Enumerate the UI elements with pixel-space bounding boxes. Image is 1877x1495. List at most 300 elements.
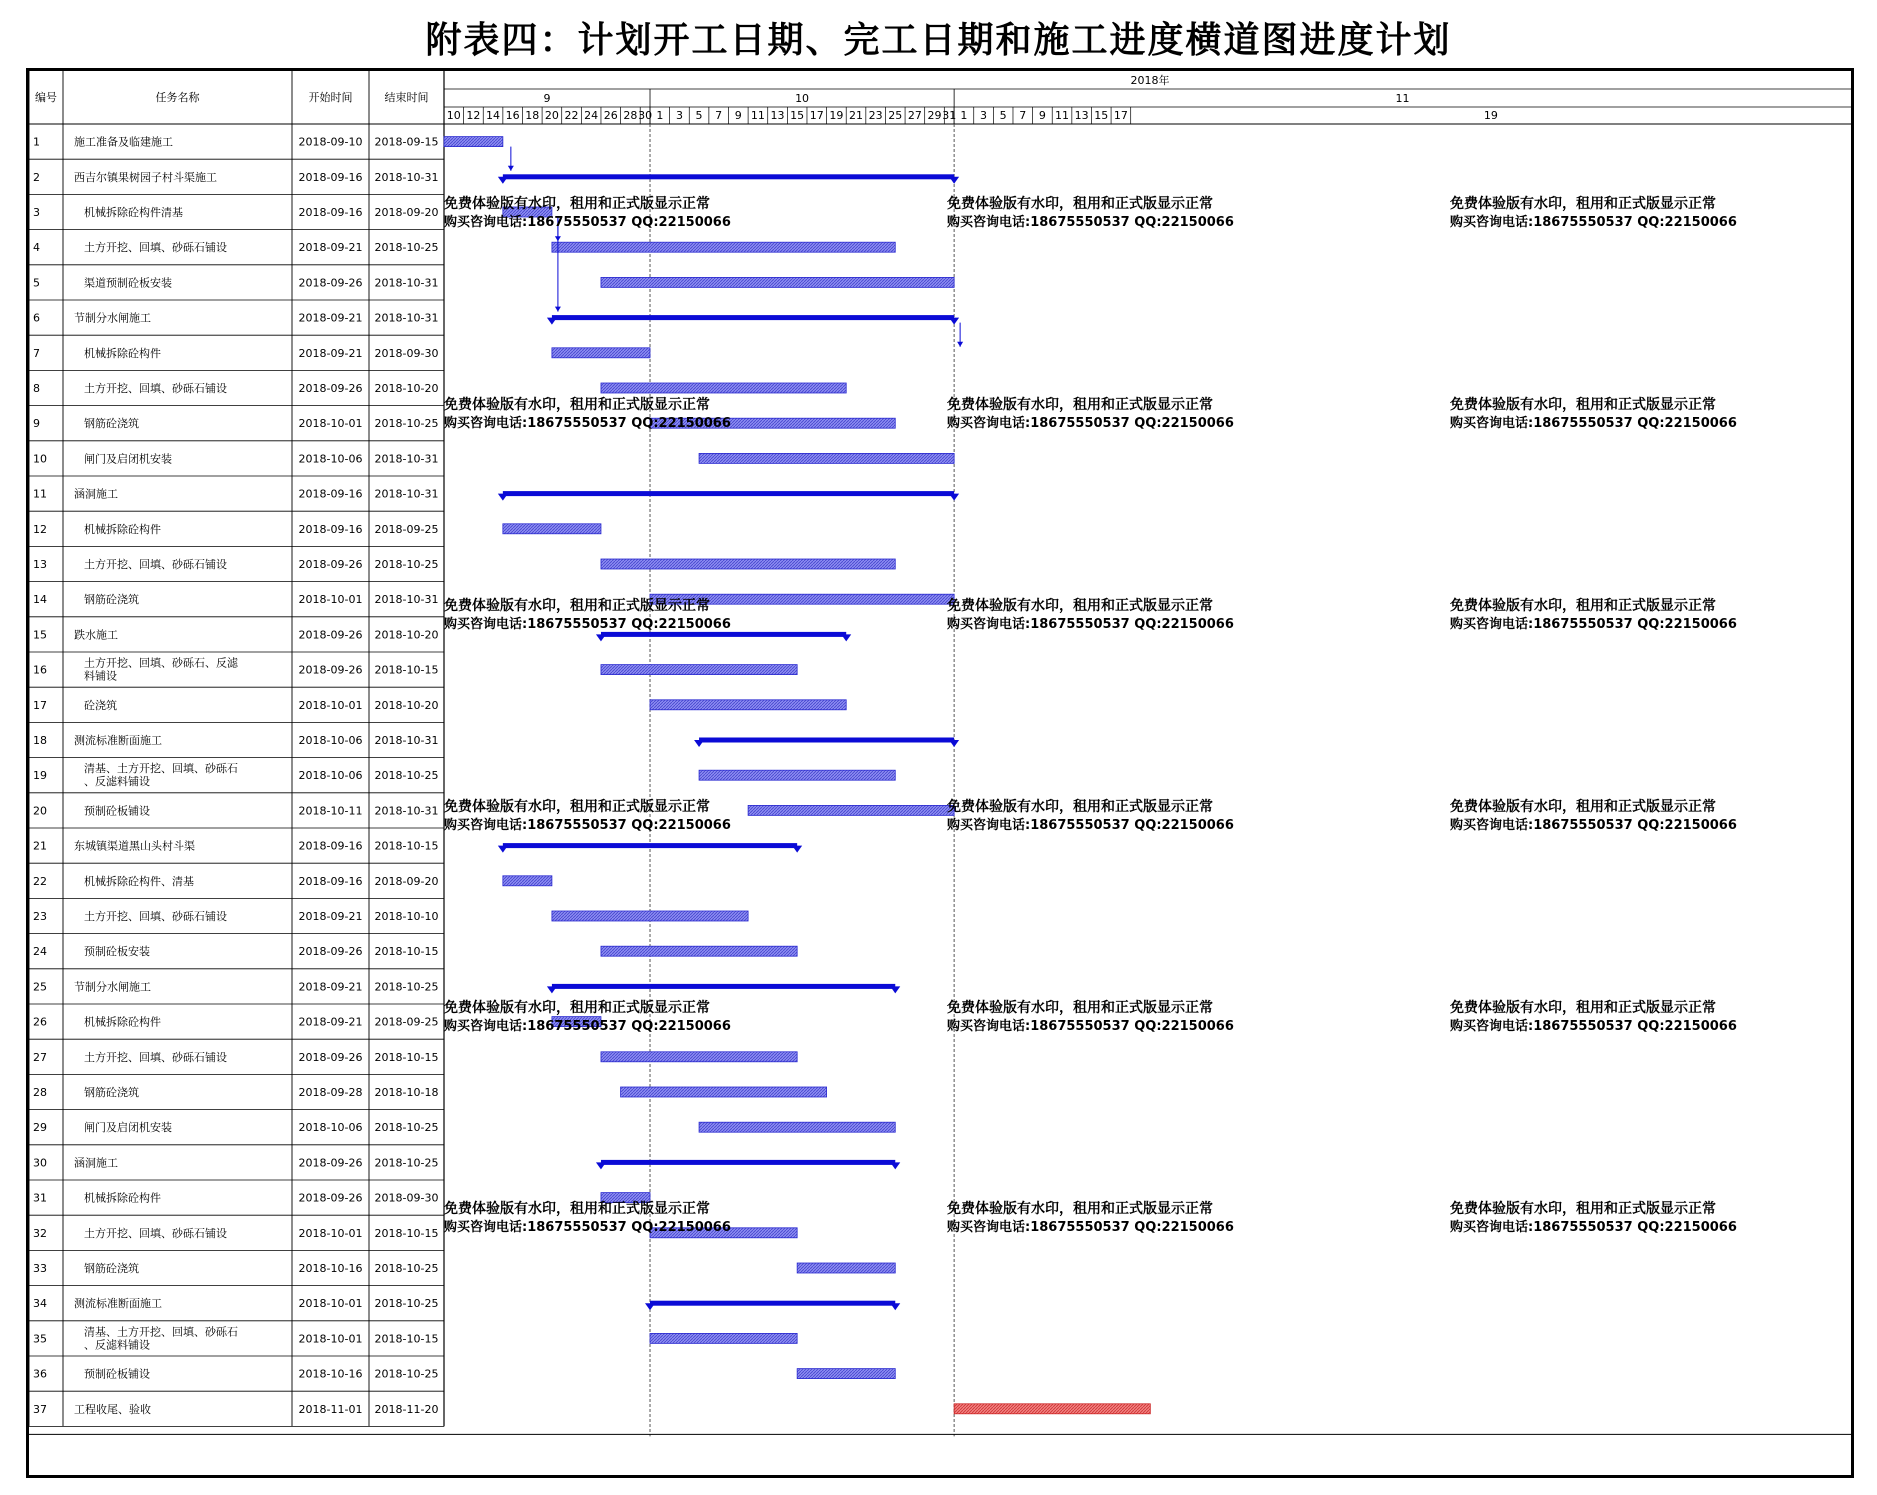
watermark-line1: 免费体验版有水印，租用和正式版显示正常 — [947, 598, 1213, 614]
watermark — [946, 1200, 1234, 1235]
table-row — [33, 311, 438, 325]
task-name: 钢筋砼浇筑 — [84, 593, 139, 607]
summary-bar-start-cap — [596, 634, 606, 641]
task-id: 28 — [33, 1086, 47, 1099]
table-row — [33, 451, 438, 465]
task-bar — [699, 770, 895, 780]
task-name: 土方开挖、回填、砂砾石铺设 — [84, 241, 227, 255]
watermark-line2: 购买咨询电话:18675550537 QQ:22150066 — [1450, 1019, 1737, 1034]
day-tick-label: 15 — [1094, 109, 1109, 122]
column-header-id: 编号 — [35, 91, 57, 104]
day-tick-label: 20 — [544, 109, 559, 122]
task-id: 5 — [33, 276, 40, 290]
task-start-date: 2018-09-10 — [298, 135, 363, 149]
task-start-date: 2018-10-01 — [298, 593, 363, 607]
watermark — [946, 597, 1234, 632]
watermark — [443, 1200, 731, 1235]
summary-bar-start-cap — [596, 1162, 606, 1169]
task-bar — [954, 1404, 1150, 1414]
day-tick-label: 30 — [638, 109, 653, 122]
table-row — [33, 1156, 438, 1169]
table-row — [33, 979, 438, 993]
watermark — [1449, 999, 1737, 1034]
task-name: 节制分水闸施工 — [74, 311, 151, 325]
task-id: 32 — [33, 1226, 47, 1240]
task-id: 17 — [33, 698, 47, 712]
task-name: 土方开挖、回填、砂砾石铺设 — [84, 382, 227, 395]
task-name: 测流标准断面施工 — [74, 1297, 162, 1311]
task-id: 18 — [33, 734, 47, 747]
task-end-date: 2018-10-31 — [374, 804, 439, 818]
watermark — [946, 798, 1234, 833]
day-tick-label: 23 — [868, 109, 883, 122]
month-label: 9 — [543, 92, 551, 105]
task-name: 土方开挖、回填、砂砾石铺设 — [84, 558, 227, 571]
task-end-date: 2018-10-25 — [374, 980, 439, 994]
table-row — [33, 381, 438, 395]
watermark-line2: 购买咨询电话:18675550537 QQ:22150066 — [1450, 215, 1737, 230]
watermark-line1: 免费体验版有水印，租用和正式版显示正常 — [1450, 1201, 1716, 1217]
task-end-date: 2018-10-18 — [374, 1086, 439, 1099]
watermark-line1: 免费体验版有水印，租用和正式版显示正常 — [1450, 598, 1716, 614]
table-row — [33, 346, 438, 360]
summary-bar-start-cap — [547, 318, 557, 325]
watermark-line2: 购买咨询电话:18675550537 QQ:22150066 — [947, 416, 1234, 431]
task-bar — [503, 524, 601, 534]
task-start-date: 2018-09-26 — [298, 1191, 363, 1205]
watermark-line1: 免费体验版有水印，租用和正式版显示正常 — [1450, 397, 1716, 413]
day-tick-label: 3 — [675, 109, 683, 122]
day-tick-label: 17 — [1113, 109, 1128, 122]
task-name: 土方开挖、回填、砂砾石、反滤料铺设 — [84, 656, 238, 683]
watermark-line1: 免费体验版有水印，租用和正式版显示正常 — [1450, 799, 1716, 815]
task-name: 跌水施工 — [74, 628, 118, 642]
task-id: 15 — [33, 628, 47, 642]
task-name: 机械拆除砼构件、清基 — [84, 874, 194, 888]
task-end-date: 2018-09-25 — [374, 522, 439, 536]
task-id: 25 — [33, 980, 47, 994]
table-row — [33, 1085, 438, 1099]
day-tick-label: 24 — [584, 109, 599, 122]
task-id: 36 — [33, 1367, 47, 1381]
table-row — [33, 1261, 438, 1275]
task-name: 钢筋砼浇筑 — [84, 417, 139, 431]
task-start-date: 2018-10-01 — [298, 1226, 363, 1240]
task-name: 清基、土方开挖、回填、砂砾石、反滤料铺设 — [84, 762, 238, 789]
task-name: 渠道预制砼板安装 — [84, 276, 172, 290]
task-bar — [601, 383, 846, 393]
task-name: 钢筋砼浇筑 — [84, 1262, 139, 1275]
task-start-date: 2018-09-26 — [298, 558, 363, 571]
table-row — [33, 874, 438, 888]
task-start-date: 2018-09-21 — [298, 980, 363, 994]
task-end-date: 2018-10-25 — [374, 417, 439, 431]
watermark-line1: 免费体验版有水印，租用和正式版显示正常 — [444, 196, 710, 212]
task-end-date: 2018-10-15 — [374, 1050, 439, 1064]
watermark — [1449, 396, 1737, 431]
task-name: 清基、土方开挖、回填、砂砾石、反滤料铺设 — [84, 1325, 238, 1352]
day-tick-label: 1 — [656, 109, 664, 122]
watermark-line1: 免费体验版有水印，租用和正式版显示正常 — [947, 397, 1213, 413]
table-row — [33, 1324, 438, 1351]
day-tick-label: 13 — [1074, 109, 1089, 122]
watermark-line2: 购买咨询电话:18675550537 QQ:22150066 — [444, 818, 731, 833]
task-id: 3 — [33, 206, 40, 219]
summary-bar — [552, 315, 954, 320]
summary-bar-start-cap — [645, 1303, 655, 1310]
table-row — [33, 1050, 438, 1064]
task-name: 机械拆除砼构件清基 — [84, 206, 183, 219]
page-title: 附表四：计划开工日期、完工日期和施工进度横道图进度计划 — [425, 19, 1452, 61]
table-row — [33, 135, 438, 149]
task-end-date: 2018-10-25 — [374, 1262, 439, 1275]
table-row — [33, 488, 438, 501]
task-id: 35 — [33, 1332, 47, 1346]
task-end-date: 2018-10-20 — [374, 628, 439, 642]
day-tick-label: 14 — [486, 109, 501, 122]
task-end-date: 2018-10-25 — [374, 1367, 439, 1381]
day-tick-label: 29 — [927, 109, 942, 122]
summary-bar-end-cap — [792, 846, 802, 853]
table-row — [33, 1226, 438, 1240]
table-row — [33, 803, 438, 817]
task-end-date: 2018-10-10 — [374, 910, 439, 923]
watermark — [1449, 195, 1737, 230]
watermark — [443, 396, 731, 431]
summary-bar-start-cap — [694, 740, 704, 747]
task-name: 机械拆除砼构件 — [84, 1015, 161, 1029]
task-bar — [552, 911, 748, 921]
task-start-date: 2018-09-16 — [298, 839, 363, 853]
task-end-date: 2018-10-25 — [374, 1156, 439, 1170]
task-name: 节制分水闸施工 — [74, 980, 151, 994]
task-name: 西吉尔镇果树园子村斗渠施工 — [74, 170, 217, 184]
table-row — [33, 944, 438, 958]
summary-bar — [699, 738, 954, 743]
summary-bar — [650, 1301, 895, 1306]
day-tick-label: 19 — [1483, 109, 1498, 122]
table-row — [33, 522, 438, 536]
watermark-line2: 购买咨询电话:18675550537 QQ:22150066 — [947, 617, 1234, 632]
watermark-line2: 购买咨询电话:18675550537 QQ:22150066 — [1450, 617, 1737, 632]
table-row — [33, 416, 438, 430]
task-start-date: 2018-09-26 — [298, 945, 363, 959]
task-id: 11 — [33, 487, 47, 501]
day-tick-label: 17 — [809, 109, 824, 122]
day-tick-label: 16 — [505, 109, 520, 122]
watermark-line2: 购买咨询电话:18675550537 QQ:22150066 — [1450, 416, 1737, 431]
task-start-date: 2018-10-01 — [298, 698, 363, 712]
task-start-date: 2018-10-06 — [298, 769, 363, 783]
task-name: 涵洞施工 — [74, 1156, 118, 1170]
day-tick-label: 13 — [770, 109, 785, 122]
task-name: 土方开挖、回填、砂砾石铺设 — [84, 910, 227, 923]
summary-bar-end-cap — [890, 1303, 900, 1310]
task-start-date: 2018-09-26 — [298, 1050, 363, 1064]
day-tick-label: 25 — [888, 109, 903, 122]
watermark-line1: 免费体验版有水印，租用和正式版显示正常 — [444, 1000, 710, 1016]
task-id: 26 — [33, 1015, 47, 1029]
task-end-date: 2018-09-25 — [374, 1015, 439, 1029]
day-tick-label: 3 — [980, 109, 988, 122]
task-id: 20 — [33, 804, 47, 818]
watermark-line1: 免费体验版有水印，租用和正式版显示正常 — [947, 799, 1213, 815]
watermark-line1: 免费体验版有水印，租用和正式版显示正常 — [1450, 196, 1716, 212]
task-name: 机械拆除砼构件 — [84, 522, 161, 536]
summary-bar — [601, 632, 846, 637]
table-row — [33, 1120, 438, 1134]
watermark-line2: 购买咨询电话:18675550537 QQ:22150066 — [1450, 818, 1737, 833]
task-end-date: 2018-10-31 — [374, 734, 439, 747]
task-end-date: 2018-10-15 — [374, 839, 439, 853]
task-id: 27 — [33, 1050, 47, 1064]
task-bar — [699, 1122, 895, 1132]
table-row — [33, 205, 438, 219]
task-name: 砼浇筑 — [84, 698, 117, 712]
task-start-date: 2018-10-01 — [298, 1297, 363, 1311]
day-tick-label: 31 — [942, 109, 957, 122]
watermark-line1: 免费体验版有水印，租用和正式版显示正常 — [947, 196, 1213, 212]
table-row — [33, 275, 438, 289]
task-start-date: 2018-10-06 — [298, 734, 363, 747]
summary-bar-start-cap — [547, 986, 557, 993]
table-row — [33, 1191, 438, 1205]
table-row — [33, 170, 438, 184]
task-start-date: 2018-11-01 — [298, 1402, 363, 1416]
task-end-date: 2018-10-31 — [374, 487, 439, 501]
task-end-date: 2018-10-15 — [374, 1226, 439, 1240]
task-bar — [601, 1052, 797, 1062]
task-name: 钢筋砼浇筑 — [84, 1086, 139, 1099]
task-start-date: 2018-09-16 — [298, 487, 363, 501]
day-tick-label: 11 — [1055, 109, 1070, 122]
task-end-date: 2018-10-20 — [374, 698, 439, 712]
task-end-date: 2018-10-31 — [374, 311, 439, 325]
task-bar — [503, 876, 552, 886]
task-id: 2 — [33, 170, 40, 184]
summary-bar-end-cap — [949, 494, 959, 501]
day-tick-label: 9 — [1038, 109, 1046, 122]
task-id: 24 — [33, 945, 47, 959]
day-tick-label: 12 — [466, 109, 481, 122]
watermark — [946, 999, 1234, 1034]
task-name: 预制砼板铺设 — [84, 1367, 150, 1381]
summary-bar-end-cap — [949, 177, 959, 184]
task-end-date: 2018-10-31 — [374, 593, 439, 607]
day-tick-label: 7 — [715, 109, 723, 122]
day-tick-label: 28 — [623, 109, 638, 122]
task-end-date: 2018-10-25 — [374, 241, 439, 255]
watermark — [443, 597, 731, 632]
watermark — [946, 195, 1234, 230]
task-id: 16 — [33, 663, 47, 677]
task-id: 9 — [33, 417, 40, 431]
watermark — [1449, 798, 1737, 833]
task-id: 23 — [33, 910, 47, 923]
summary-bar — [552, 984, 895, 989]
task-end-date: 2018-09-15 — [374, 135, 439, 149]
task-end-date: 2018-10-31 — [374, 276, 439, 290]
task-bar — [699, 453, 954, 463]
task-end-date: 2018-10-15 — [374, 945, 439, 959]
column-header-end: 结束时间 — [384, 91, 429, 104]
task-id: 33 — [33, 1262, 47, 1275]
task-bar — [797, 1263, 895, 1273]
task-start-date: 2018-09-21 — [298, 241, 363, 255]
dependency-arrowhead — [957, 342, 963, 347]
task-start-date: 2018-09-16 — [298, 874, 363, 888]
task-start-date: 2018-10-06 — [298, 452, 363, 466]
summary-bar-end-cap — [841, 634, 851, 641]
watermark — [443, 195, 731, 230]
task-name: 预制砼板安装 — [84, 945, 150, 959]
table-row — [33, 1367, 438, 1381]
task-bar — [748, 805, 954, 815]
task-table — [33, 135, 438, 1416]
task-end-date: 2018-10-31 — [374, 452, 439, 466]
task-bar — [601, 946, 797, 956]
watermark-line1: 免费体验版有水印，租用和正式版显示正常 — [444, 1201, 710, 1217]
task-end-date: 2018-10-20 — [374, 382, 439, 395]
task-start-date: 2018-10-16 — [298, 1367, 363, 1381]
month-label: 10 — [795, 92, 810, 105]
watermark-line1: 免费体验版有水印，租用和正式版显示正常 — [444, 598, 710, 614]
timeline-header — [35, 73, 1498, 122]
task-bar — [601, 665, 797, 675]
task-bar — [601, 277, 954, 287]
task-name: 涵洞施工 — [74, 487, 118, 501]
day-tick-label: 19 — [829, 109, 844, 122]
task-start-date: 2018-10-01 — [298, 417, 363, 431]
task-bar — [797, 1369, 895, 1379]
summary-bar — [503, 174, 954, 179]
day-tick-label: 10 — [446, 109, 461, 122]
task-start-date: 2018-09-21 — [298, 1015, 363, 1029]
summary-bar — [601, 1160, 895, 1165]
table-row — [33, 627, 438, 641]
task-name: 施工准备及临建施工 — [74, 135, 173, 149]
watermark-line1: 免费体验版有水印，租用和正式版显示正常 — [444, 397, 710, 413]
table-row — [33, 656, 438, 683]
task-id: 13 — [33, 558, 47, 571]
summary-bar-end-cap — [890, 986, 900, 993]
summary-bar — [503, 843, 797, 848]
year-label: 2018年 — [1130, 74, 1170, 87]
task-name: 土方开挖、回填、砂砾石铺设 — [84, 1050, 227, 1064]
task-start-date: 2018-09-21 — [298, 910, 363, 923]
task-id: 30 — [33, 1156, 47, 1170]
watermark — [1449, 1200, 1737, 1235]
table-row — [33, 1015, 438, 1029]
day-tick-label: 21 — [849, 109, 864, 122]
task-start-date: 2018-09-21 — [298, 311, 363, 325]
task-bar — [444, 137, 503, 147]
task-id: 34 — [33, 1297, 47, 1311]
table-row — [33, 733, 438, 747]
task-bar — [621, 1087, 827, 1097]
watermark-line2: 购买咨询电话:18675550537 QQ:22150066 — [947, 1019, 1234, 1034]
watermark-line2: 购买咨询电话:18675550537 QQ:22150066 — [444, 1019, 731, 1034]
task-name: 预制砼板铺设 — [84, 804, 150, 818]
watermark — [1449, 597, 1737, 632]
day-tick-label: 18 — [525, 109, 540, 122]
summary-bar-start-cap — [498, 177, 508, 184]
task-end-date: 2018-10-25 — [374, 558, 439, 571]
watermark-line1: 免费体验版有水印，租用和正式版显示正常 — [444, 799, 710, 815]
month-label: 11 — [1395, 92, 1410, 105]
table-row — [33, 240, 438, 254]
watermark-line2: 购买咨询电话:18675550537 QQ:22150066 — [444, 416, 731, 431]
task-start-date: 2018-09-26 — [298, 276, 363, 290]
task-id: 19 — [33, 769, 47, 783]
day-tick-label: 5 — [999, 109, 1007, 122]
task-id: 7 — [33, 346, 40, 360]
summary-bar — [503, 491, 954, 496]
day-tick-label: 26 — [603, 109, 618, 122]
task-end-date: 2018-10-25 — [374, 1297, 439, 1311]
task-end-date: 2018-10-31 — [374, 170, 439, 184]
table-row — [33, 557, 438, 571]
watermark-line2: 购买咨询电话:18675550537 QQ:22150066 — [947, 818, 1234, 833]
dependency-arrowhead — [508, 166, 514, 171]
task-end-date: 2018-09-30 — [374, 346, 439, 360]
summary-bar-start-cap — [498, 846, 508, 853]
watermark-line1: 免费体验版有水印，租用和正式版显示正常 — [947, 1201, 1213, 1217]
task-end-date: 2018-10-25 — [374, 769, 439, 783]
task-id: 12 — [33, 522, 47, 536]
task-id: 29 — [33, 1121, 47, 1135]
summary-bar-end-cap — [890, 1162, 900, 1169]
task-name: 机械拆除砼构件 — [84, 346, 161, 360]
table-row — [33, 592, 438, 606]
table-row — [33, 839, 438, 853]
day-tick-label: 11 — [750, 109, 765, 122]
task-id: 22 — [33, 874, 47, 888]
task-bar — [552, 242, 895, 252]
task-start-date: 2018-09-28 — [298, 1086, 363, 1099]
task-name: 机械拆除砼构件 — [84, 1191, 161, 1205]
watermark-line2: 购买咨询电话:18675550537 QQ:22150066 — [947, 1220, 1234, 1235]
task-id: 14 — [33, 593, 47, 607]
day-tick-label: 7 — [1019, 109, 1027, 122]
task-id: 8 — [33, 382, 40, 395]
dependency-arrowhead — [555, 307, 561, 312]
table-row — [33, 1296, 438, 1310]
task-name: 东城镇渠道黑山头村斗渠 — [74, 839, 195, 853]
watermark-line2: 购买咨询电话:18675550537 QQ:22150066 — [444, 617, 731, 632]
task-id: 1 — [33, 135, 40, 149]
task-start-date: 2018-09-21 — [298, 346, 363, 360]
summary-bar-start-cap — [498, 494, 508, 501]
task-start-date: 2018-09-26 — [298, 663, 363, 677]
task-id: 4 — [33, 241, 40, 255]
task-start-date: 2018-10-06 — [298, 1121, 363, 1135]
watermark-line2: 购买咨询电话:18675550537 QQ:22150066 — [444, 215, 731, 230]
table-row — [33, 1402, 438, 1416]
task-start-date: 2018-10-16 — [298, 1262, 363, 1275]
task-start-date: 2018-09-26 — [298, 1156, 363, 1170]
column-header-name: 任务名称 — [155, 91, 200, 104]
task-end-date: 2018-09-20 — [374, 874, 439, 888]
task-start-date: 2018-09-26 — [298, 628, 363, 642]
day-tick-label: 5 — [695, 109, 703, 122]
task-end-date: 2018-10-15 — [374, 663, 439, 677]
task-start-date: 2018-10-11 — [298, 804, 363, 818]
task-name: 测流标准断面施工 — [74, 734, 162, 747]
task-name: 闸门及启闭机安装 — [84, 452, 172, 466]
task-start-date: 2018-09-16 — [298, 522, 363, 536]
task-end-date: 2018-10-15 — [374, 1332, 439, 1346]
